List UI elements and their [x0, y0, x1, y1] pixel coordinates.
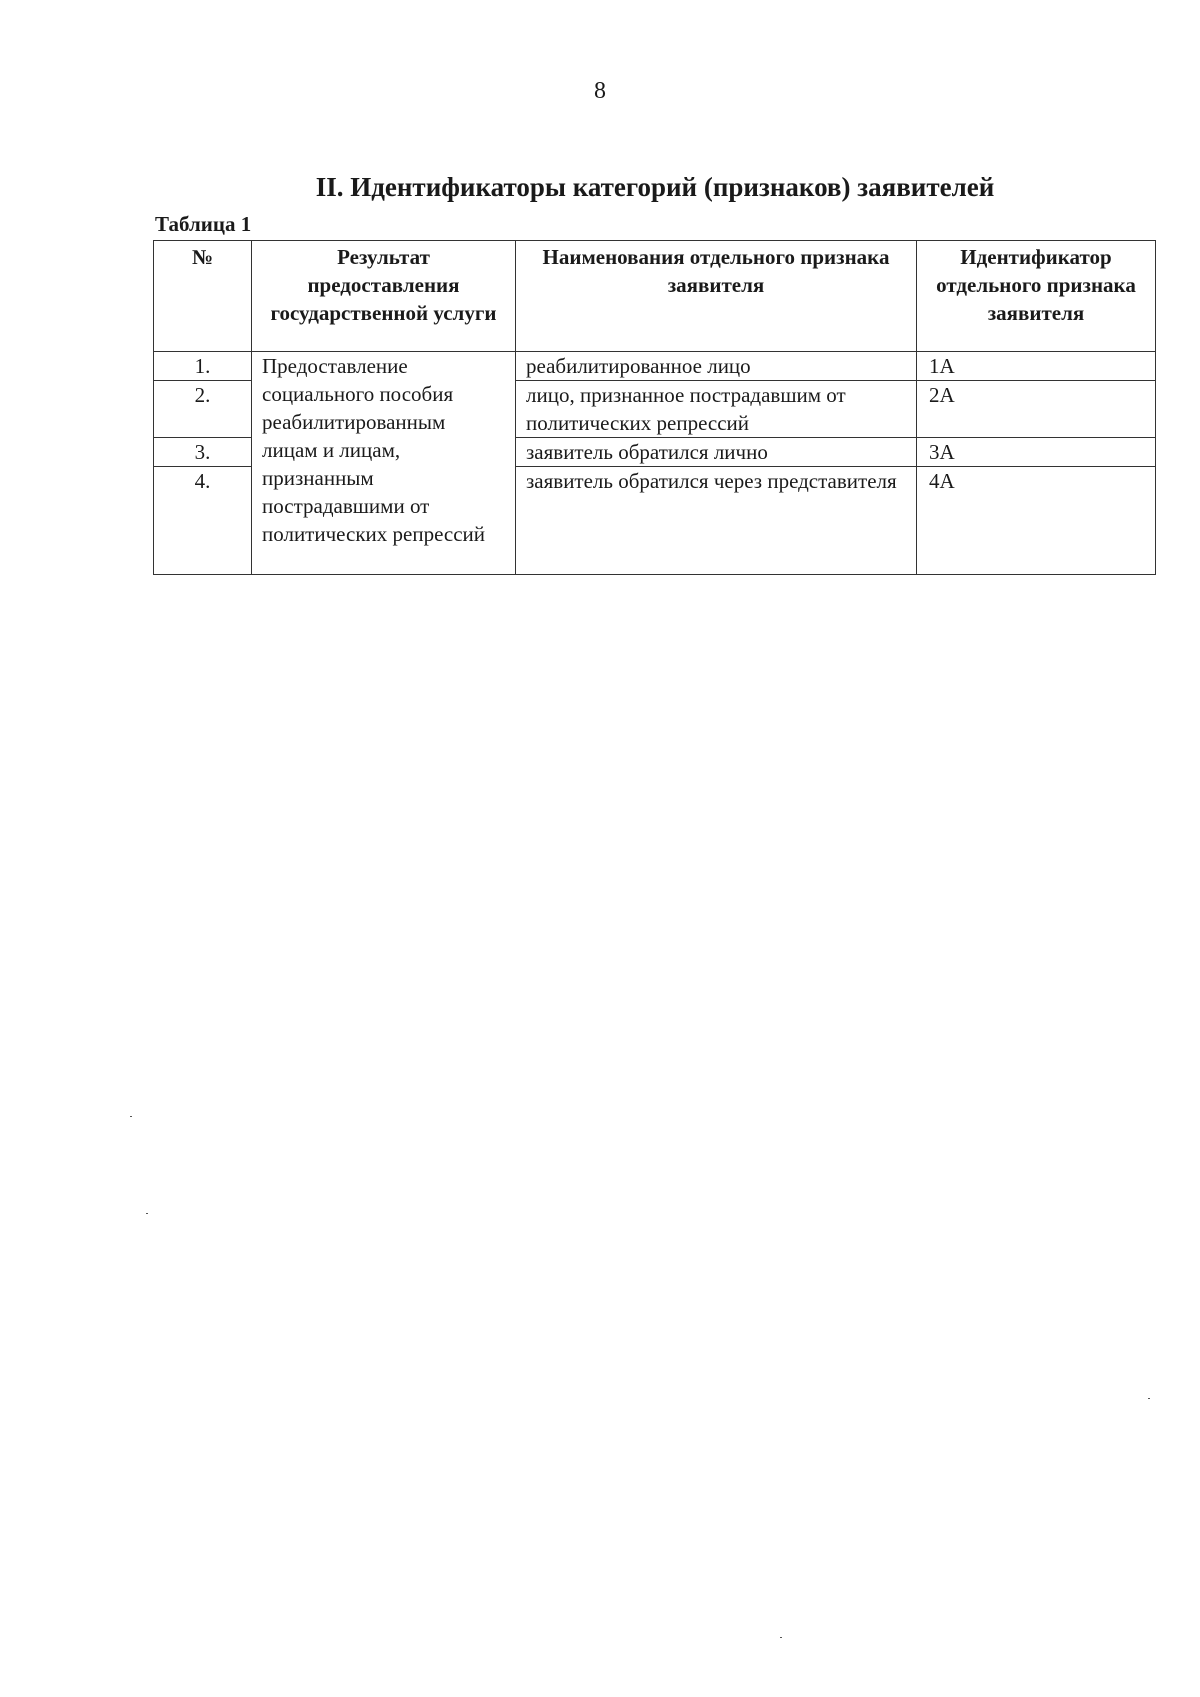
identifier-cell: 2А — [917, 381, 1156, 438]
page-number: 8 — [594, 78, 606, 104]
header-result: Результат предоставления государственной услуги — [252, 241, 516, 352]
section-title: II. Идентификаторы категорий (признаков) заявителей — [315, 172, 995, 202]
scan-speck — [780, 1637, 782, 1638]
table-header-row — [154, 241, 1156, 352]
row-number: 1. — [154, 352, 252, 381]
scan-speck — [130, 1116, 132, 1117]
result-cell: Предоставление социального пособия реабилитированным лицам и лицам, признанным пострадавшими от политических репрессий — [252, 352, 516, 575]
header-identifier: Идентификатор отдельного признака заявителя — [917, 241, 1156, 352]
identifier-cell: 1А — [917, 352, 1156, 381]
row-number: 3. — [154, 438, 252, 467]
row-number: 4. — [154, 467, 252, 575]
scan-speck — [146, 1213, 148, 1214]
identifier-cell: 4А — [917, 467, 1156, 575]
row-number: 2. — [154, 381, 252, 438]
applicant-identifiers-table — [153, 240, 1156, 575]
header-number: № — [154, 241, 252, 352]
attribute-name-cell: заявитель обратился через представителя — [516, 467, 917, 575]
attribute-name-cell: заявитель обратился лично — [516, 438, 917, 467]
attribute-name-cell: лицо, признанное пострадавшим от политических репрессий — [516, 381, 917, 438]
identifier-cell: 3А — [917, 438, 1156, 467]
header-attribute-name: Наименования отдельного признака заявителя — [516, 241, 917, 352]
table-caption: Таблица 1 — [155, 212, 252, 236]
attribute-name-cell: реабилитированное лицо — [516, 352, 917, 381]
table-row — [154, 352, 1156, 381]
scan-speck — [1148, 1398, 1150, 1399]
